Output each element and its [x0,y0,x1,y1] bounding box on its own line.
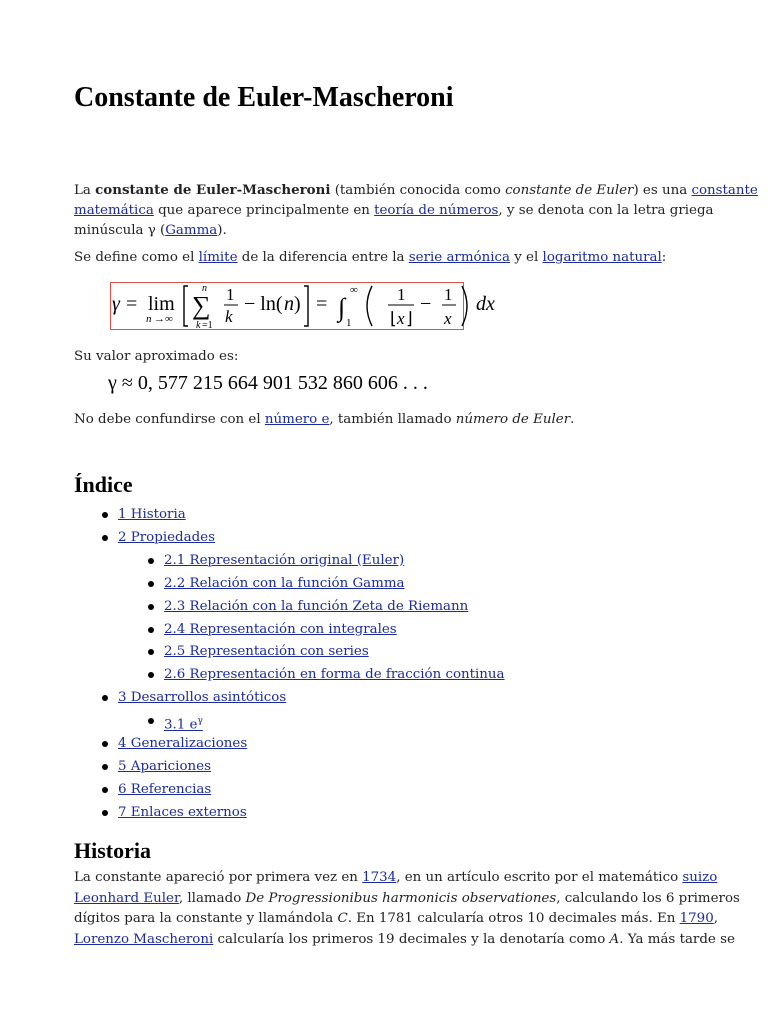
svg-text:x: x [397,309,405,328]
svg-text:n: n [202,283,207,294]
intro-paragraph: La constante de Euler-Mascheroni (también conocida como constante de Euler) es una constante matemática que aparece principalmente en teoría de números, y se denota con la letra griega minúscula γ (Gamma). [74,182,758,238]
svg-text:1: 1 [397,285,406,304]
toc-link[interactable]: 4 Generalizaciones [118,736,248,751]
toc-link[interactable]: 2.3 Relación con la función Zeta de Riemann [164,598,469,614]
svg-text:=: = [126,293,138,315]
link-suizo[interactable]: suizo [682,870,718,885]
bullet-icon [148,627,154,633]
toc-heading: Índice [74,472,133,497]
toc-link[interactable]: 2 Propiedades [118,529,215,545]
svg-text:∫: ∫ [338,293,346,322]
svg-text:x: x [444,309,452,328]
svg-text:lim: lim [148,293,175,315]
toc-link[interactable]: 2.4 Representación con integrales [164,621,397,637]
toc-link[interactable]: 2.2 Relación con la función Gamma [164,575,405,591]
approx-intro: Su valor aproximado es: [74,349,239,364]
link-limite[interactable]: límite [198,250,238,265]
toc-link-superscript: γ [197,716,203,727]
link-numero-e[interactable]: número e [264,412,330,427]
bullet-icon [102,535,108,541]
link-matematica[interactable]: matemática [74,202,154,218]
definition-paragraph: Se define como el límite de la diferencia entre la serie armónica y el logaritmo natural: [74,250,667,265]
svg-text:dx: dx [476,293,495,315]
toc-link[interactable]: 1 Historia [118,507,186,522]
toc-link[interactable]: 2.1 Representación original (Euler) [164,552,405,568]
historia-heading: Historia [74,838,151,863]
svg-text:→∞: →∞ [154,313,173,325]
bullet-icon [102,764,108,770]
bullet-icon [148,581,154,587]
link-gamma[interactable]: Gamma [165,223,218,238]
bullet-icon [148,604,154,610]
link-constante[interactable]: constante [691,183,758,198]
definition-formula [110,280,540,332]
bullet-icon [148,649,154,655]
toc-link[interactable]: 5 Apariciones [118,758,211,774]
svg-text:∞: ∞ [350,284,358,296]
svg-text:γ: γ [112,293,120,315]
svg-text:k: k [196,320,201,331]
bullet-icon [102,741,108,747]
svg-text:=: = [316,293,328,315]
link-1734[interactable]: 1734 [362,870,397,885]
link-lorenzo-mascheroni[interactable]: Lorenzo Mascheroni [74,931,214,947]
svg-text:=1: =1 [202,320,213,331]
link-leonhard-euler[interactable]: Leonhard Euler [74,890,179,906]
bullet-icon [148,672,154,678]
historia-paragraph: La constante apareció por primera vez en 1734, en un artículo escrito por el matemático suizo Leonhard Euler, llamado De Progressionibus harmonicis observationes, calculando los 6 primeros dígitos para la constante y llamándola C. En 1781 calcularía otros 10 decimales más. En 1790, Lorenzo Mascheroni calcularía los primeros 19 decimales y la denotaría como A. Ya más tarde se [74,870,740,947]
link-teoria-numeros[interactable]: teoría de números [374,202,499,218]
link-1790[interactable]: 1790 [679,911,714,926]
svg-text:− ln(: − ln( [244,293,283,315]
bullet-icon [102,512,108,518]
toc-link[interactable]: 6 Referencias [118,781,212,797]
toc-link-label: 3.1 e [164,717,198,733]
svg-text:n: n [146,313,152,325]
link-serie-armonica[interactable]: serie armónica [408,250,510,265]
note-paragraph: No debe confundirse con el número e, también llamado número de Euler. [74,412,575,427]
svg-text:∑: ∑ [192,291,211,320]
toc-link[interactable]: 2.5 Representación con series [164,644,369,660]
bold-term: constante de Euler-Mascheroni [95,182,331,198]
svg-text:⌋: ⌋ [406,309,413,328]
bullet-icon [102,695,108,701]
svg-text:n: n [284,293,294,315]
toc-link[interactable]: 2.6 Representación en forma de fracción continua [164,667,505,683]
link-logaritmo-natural[interactable]: logaritmo natural [542,250,662,265]
bullet-icon [148,558,154,564]
svg-text:k: k [225,307,233,326]
svg-text:−: − [420,293,432,315]
bullet-icon [148,718,154,724]
svg-text:1: 1 [226,285,235,304]
page-title: Constante de Euler-Mascheroni [74,82,454,113]
toc-link[interactable] [164,711,203,735]
svg-text:⌊: ⌊ [390,309,397,328]
toc-link[interactable]: 7 Enlaces externos [118,804,247,820]
bullet-icon [102,787,108,793]
svg-text:1: 1 [444,285,453,304]
svg-text:): ) [294,293,301,315]
svg-text:1: 1 [346,317,352,329]
bullet-icon [102,810,108,816]
approx-value: γ ≈ 0, 577 215 664 901 532 860 606 . . . [108,372,428,394]
toc-link[interactable]: 3 Desarrollos asintóticos [118,690,287,706]
